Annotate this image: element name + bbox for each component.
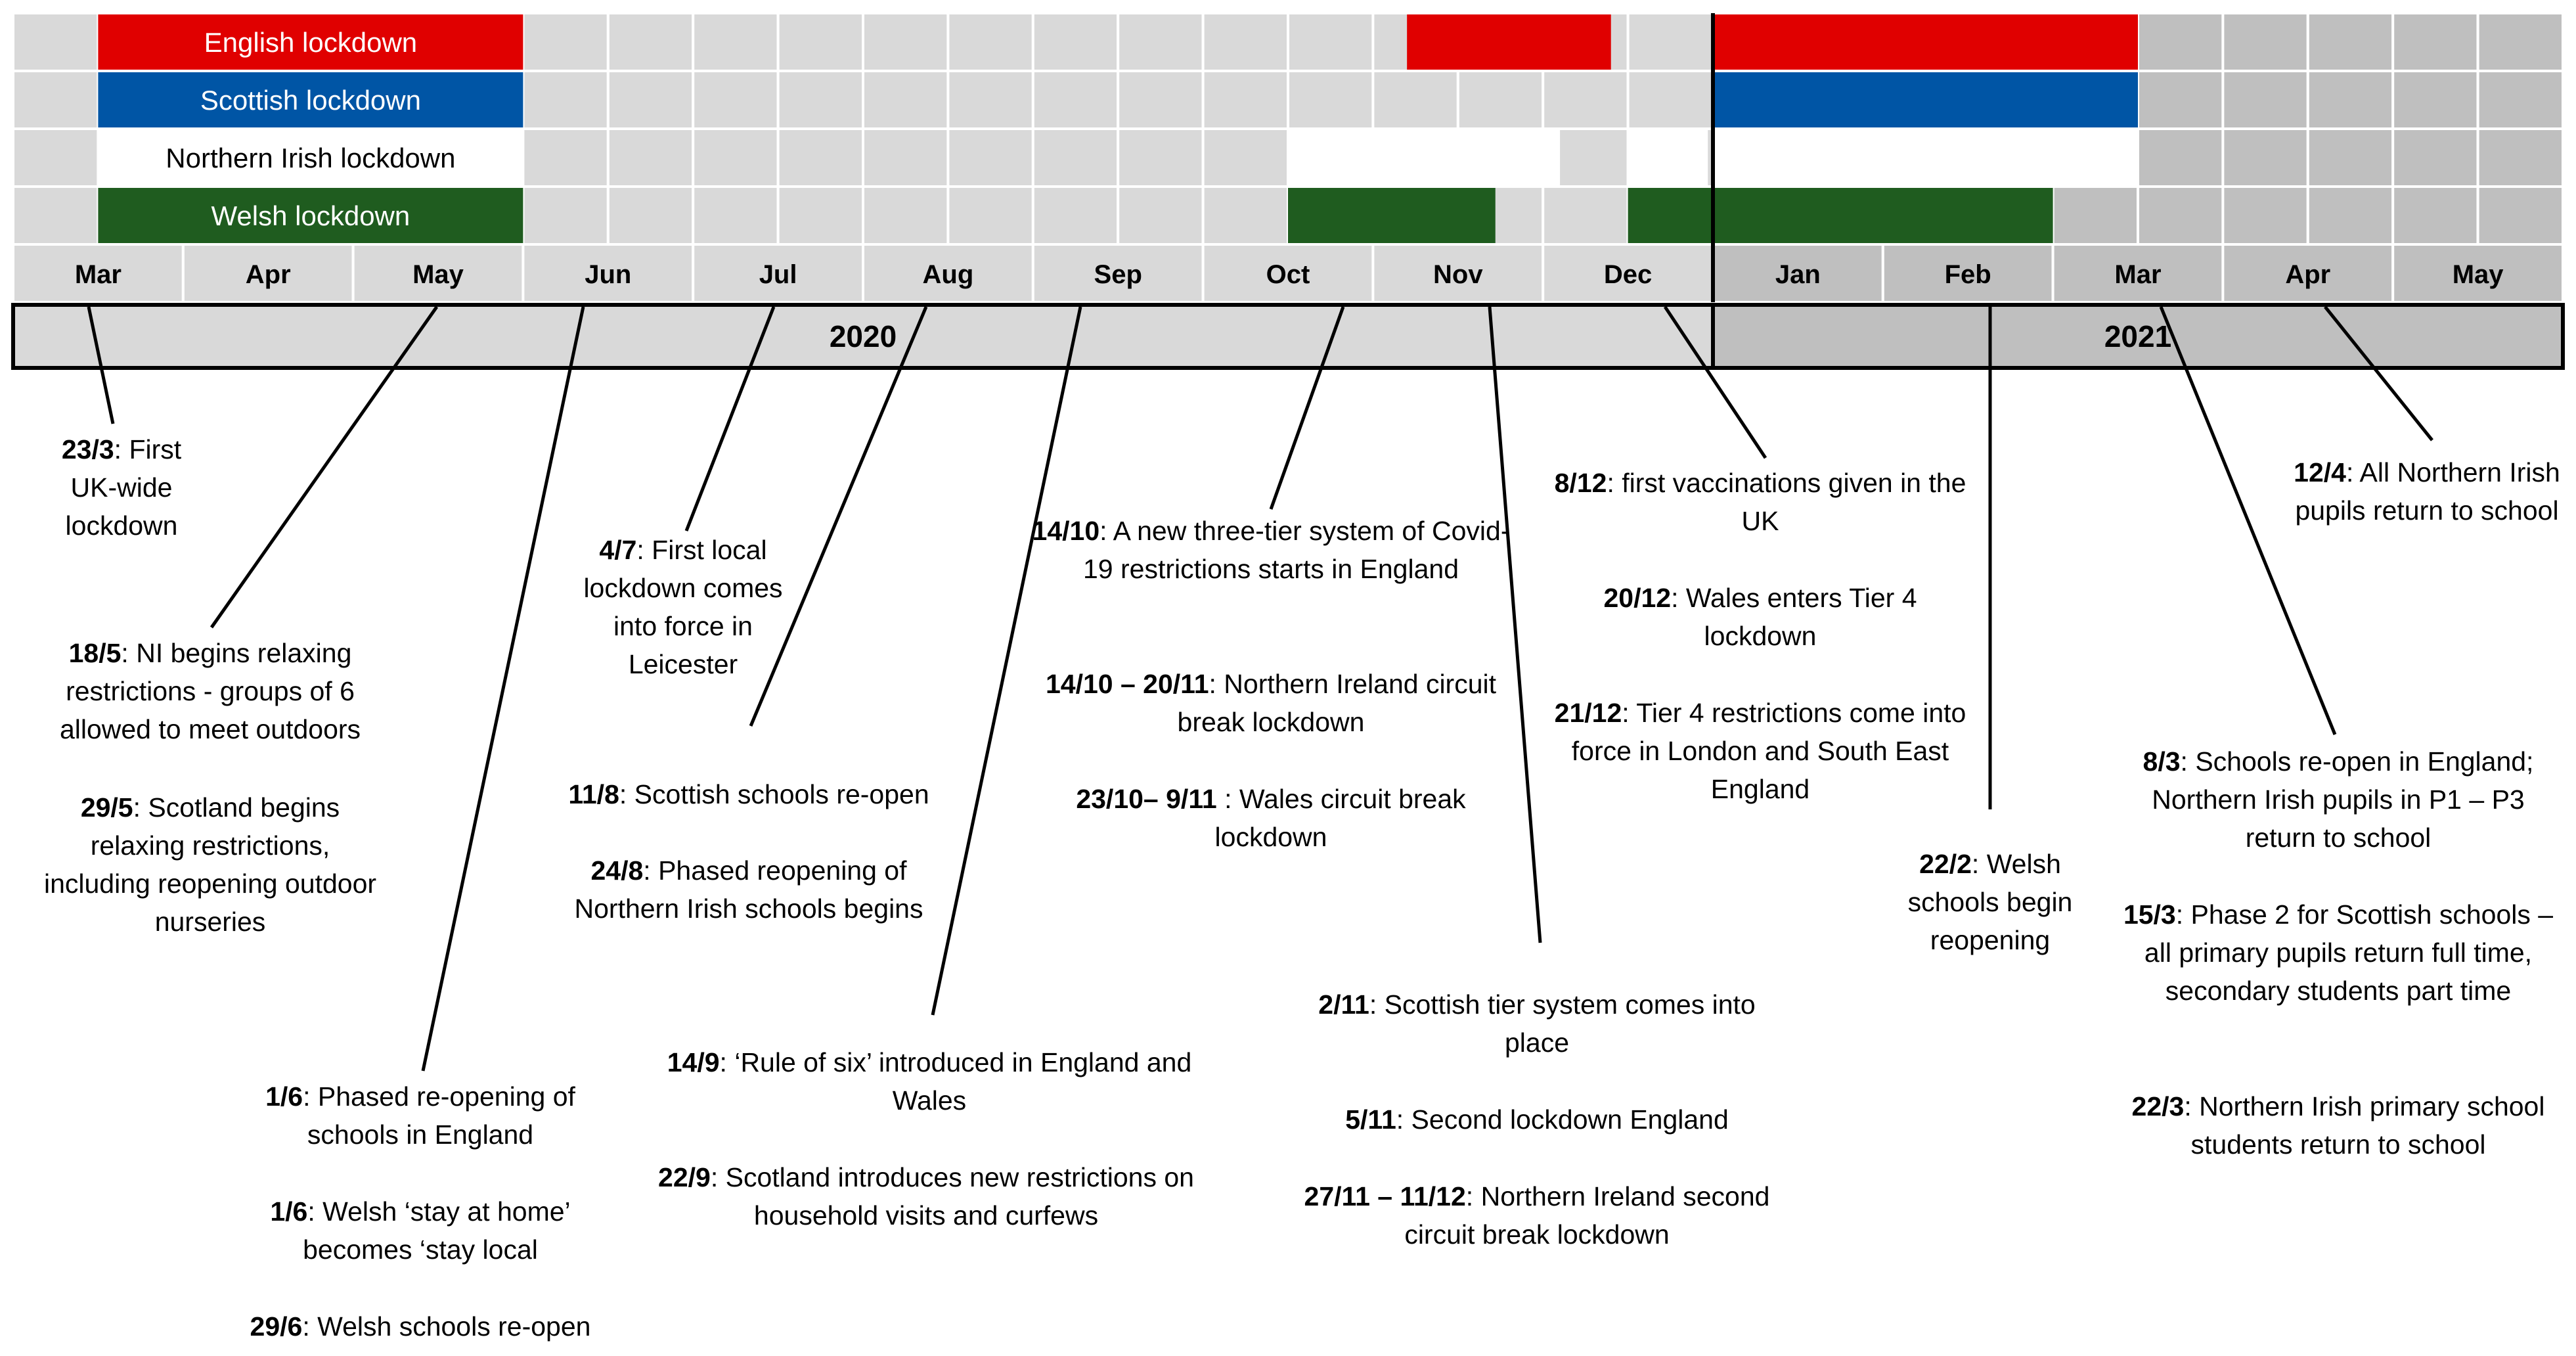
grid-cell <box>863 129 948 187</box>
month-labels <box>13 244 2563 302</box>
month-label: Mar <box>2114 260 2162 289</box>
grid-cell <box>523 187 608 244</box>
event-14-9: 14/9: ‘Rule of six’ introduced in England and Wales <box>667 1047 1192 1116</box>
grid-cell <box>1288 71 1373 129</box>
grid-cell <box>13 13 98 71</box>
month-label: Nov <box>1433 260 1483 289</box>
event-12-4: 12/4: All Northern Irish pupils return to school <box>2294 457 2560 526</box>
grid-cell <box>1203 71 1288 129</box>
year-label: 2021 <box>2104 319 2172 353</box>
row-label: Welsh lockdown <box>211 200 411 231</box>
row-label: English lockdown <box>204 27 418 58</box>
event-24-8: 24/8: Phased reopening of Northern Irish schools begins <box>574 855 923 924</box>
grid-cell <box>948 187 1033 244</box>
grid-cell <box>778 129 863 187</box>
grid-cell <box>2393 71 2477 129</box>
event-8-3: 8/3: Schools re-open in England; Northern Irish pupils in P1 – P3 return to school <box>2143 746 2534 853</box>
grid-cell <box>693 13 778 71</box>
grid-cell <box>608 187 693 244</box>
grid-cell <box>13 71 98 129</box>
year-label: 2020 <box>829 319 897 353</box>
grid-cell <box>2308 13 2393 71</box>
grid-cell <box>693 129 778 187</box>
month-label: Oct <box>1266 260 1310 289</box>
grid-cell <box>523 129 608 187</box>
event-27-11: 27/11 – 11/12: Northern Ireland second circuit break lockdown <box>1304 1181 1770 1250</box>
grid-cell <box>948 129 1033 187</box>
grid-cell <box>2223 187 2307 244</box>
event-23-3: 23/3: First UK-wide lockdown <box>61 434 182 541</box>
grid-cell <box>778 187 863 244</box>
grid-cell <box>2138 13 2223 71</box>
event-22-3: 22/3: Northern Irish primary school students return to school <box>2131 1091 2545 1160</box>
row-label: Northern Irish lockdown <box>166 143 456 173</box>
lockdown-bar-3 <box>1288 188 1496 243</box>
grid-cell <box>1373 71 1457 129</box>
grid-cell <box>2138 129 2223 187</box>
month-label: May <box>412 260 464 289</box>
grid-cell <box>1543 187 1628 244</box>
lockdown-bar-3 <box>1628 188 2053 243</box>
lockdown-bar-2 <box>1628 130 1708 185</box>
grid-cell <box>1543 71 1628 129</box>
lockdown-bar-2 <box>1713 130 2138 185</box>
grid-cell <box>2308 129 2393 187</box>
grid-cell <box>2393 187 2477 244</box>
grid-cell <box>1203 13 1288 71</box>
grid-cell <box>2053 187 2138 244</box>
month-label: Feb <box>1944 260 1991 289</box>
lockdown-bar-0 <box>1713 14 2138 70</box>
event-20-12: 20/12: Wales enters Tier 4 lockdown <box>1603 583 1917 651</box>
grid-cell <box>13 187 98 244</box>
month-label: Jan <box>1775 260 1821 289</box>
event-15-3: 15/3: Phase 2 for Scottish schools – all primary pupils return full time, secondary students part time <box>2123 899 2554 1006</box>
grid-cell <box>1628 13 1713 71</box>
grid-cell <box>523 13 608 71</box>
event-5-11: 5/11: Second lockdown England <box>1345 1104 1729 1135</box>
grid-cell <box>948 71 1033 129</box>
grid-cell <box>1118 187 1203 244</box>
grid-cell <box>778 71 863 129</box>
grid-cell <box>2478 71 2563 129</box>
event-29-6: 29/6: Welsh schools re-open <box>250 1311 591 1342</box>
grid-cell <box>2223 13 2307 71</box>
grid-cell <box>2308 71 2393 129</box>
month-label: Apr <box>2285 260 2331 289</box>
event-4-7: 4/7: First local lockdown comes into force in Leicester <box>583 535 783 679</box>
lockdown-bar-2 <box>1288 130 1560 185</box>
grid-cell <box>1033 187 1118 244</box>
lockdown-bar-1 <box>1713 72 2138 127</box>
event-23-10-wales: 23/10– 9/11 : Wales circuit break lockdown <box>1076 784 1466 852</box>
grid-cell <box>2478 187 2563 244</box>
event-29-5: 29/5: Scotland begins relaxing restrictions, including reopening outdoor nurseries <box>43 792 377 937</box>
grid-cell <box>1033 13 1118 71</box>
grid-cell <box>2478 129 2563 187</box>
grid-cell <box>608 13 693 71</box>
grid-cell <box>608 71 693 129</box>
lockdown-bar-0 <box>1407 14 1611 70</box>
event-21-12: 21/12: Tier 4 restrictions come into force in London and South East England <box>1554 698 1966 804</box>
grid-cell <box>2478 13 2563 71</box>
row-label: Scottish lockdown <box>200 85 421 116</box>
grid-cell <box>2393 129 2477 187</box>
month-label: Mar <box>74 260 122 289</box>
grid-cell <box>1203 129 1288 187</box>
grid-cell <box>1288 13 1373 71</box>
event-1-6-wales: 1/6: Welsh ‘stay at home’ becomes ‘stay local <box>270 1196 571 1265</box>
grid-cell <box>948 13 1033 71</box>
month-label: Jun <box>585 260 632 289</box>
month-label: May <box>2452 260 2504 289</box>
grid-cell <box>2223 129 2307 187</box>
grid-cell <box>2393 13 2477 71</box>
grid-cell <box>2138 71 2223 129</box>
grid-cell <box>1118 13 1203 71</box>
grid-cell <box>1033 129 1118 187</box>
grid-cell <box>693 71 778 129</box>
grid-cell <box>1033 71 1118 129</box>
grid-cell <box>2308 187 2393 244</box>
event-14-10: 14/10: A new three-tier system of Covid-19 restrictions starts in England <box>1032 516 1510 584</box>
month-label: Dec <box>1603 260 1653 289</box>
grid-cell <box>693 187 778 244</box>
grid-cell <box>863 71 948 129</box>
month-label: Jul <box>759 260 797 289</box>
connector-line <box>423 307 583 1071</box>
event-1-6-england: 1/6: Phased re-opening of schools in England <box>265 1081 575 1150</box>
grid-cell <box>523 71 608 129</box>
month-label: Apr <box>245 260 291 289</box>
event-22-9: 22/9: Scotland introduces new restrictions on household visits and curfews <box>658 1162 1194 1231</box>
event-8-12: 8/12: first vaccinations given in the UK <box>1554 468 1966 536</box>
grid-cell <box>2138 187 2223 244</box>
grid-cell <box>608 129 693 187</box>
event-2-11: 2/11: Scottish tier system comes into place <box>1318 989 1756 1058</box>
month-label: Aug <box>922 260 974 289</box>
grid-cell <box>863 187 948 244</box>
grid-cell <box>863 13 948 71</box>
grid-cell <box>778 13 863 71</box>
month-label: Sep <box>1094 260 1142 289</box>
event-14-10-ni: 14/10 – 20/11: Northern Ireland circuit break lockdown <box>1045 669 1497 737</box>
grid-cell <box>13 129 98 187</box>
grid-cell <box>1118 129 1203 187</box>
grid-cell <box>1628 71 1713 129</box>
grid-cell <box>1118 71 1203 129</box>
event-18-5: 18/5: NI begins relaxing restrictions - groups of 6 allowed to meet outdoors <box>59 638 361 744</box>
event-11-8: 11/8: Scottish schools re-open <box>568 779 929 809</box>
grid-cell <box>2223 71 2307 129</box>
event-22-2: 22/2: Welsh schools begin reopening <box>1907 849 2073 955</box>
grid-cell <box>1203 187 1288 244</box>
grid-cell <box>1458 71 1543 129</box>
